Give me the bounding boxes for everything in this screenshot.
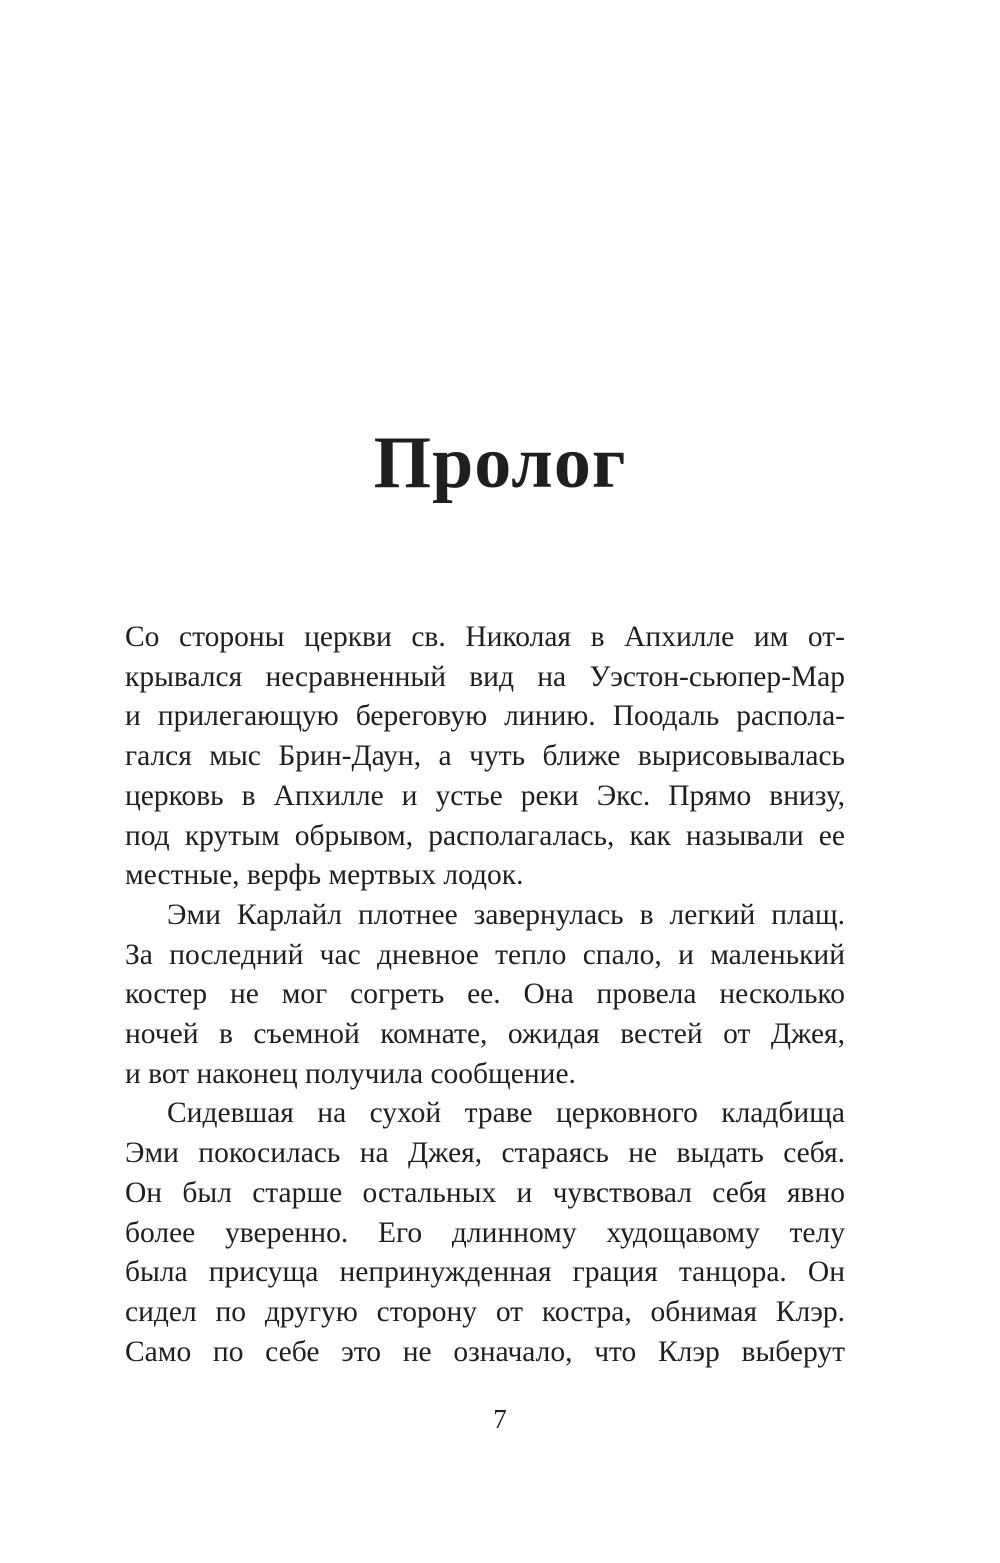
text-line: Со стороны церкви св. Николая в Апхилле им от- (125, 621, 845, 653)
text-line: Он был старше остальных и чувствовал себя явно (125, 1176, 845, 1209)
text-line: крывался несравненный вид на Уэстон-сьюпер-Мар (125, 660, 845, 693)
text-line: гался мыс Брин-Даун, а чуть ближе вырисовывалась (125, 740, 845, 773)
text-line: и вот наконец получила сообщение. (125, 1057, 576, 1090)
chapter-title: Пролог (373, 422, 627, 504)
text-line: костер не мог согреть ее. Она провела несколько (125, 978, 845, 1011)
text-line: местные, верфь мертвых лодок. (125, 859, 524, 892)
body-text (125, 618, 845, 1372)
text-line: и прилегающую береговую линию. Поодаль распола- (125, 700, 845, 733)
page-number: 7 (493, 1404, 507, 1434)
text-line: была присуща непринужденная грация танцора. Он (125, 1256, 845, 1289)
text-line: Эми Карлайл плотнее завернулась в легкий плащ. (167, 898, 845, 931)
text-line: церковь в Апхилле и устье реки Экс. Прямо внизу, (125, 779, 845, 812)
paragraph-3 (125, 1094, 845, 1372)
paragraph-1 (125, 618, 845, 896)
text-line: Эми покосилась на Джея, стараясь не выдать себя. (125, 1137, 845, 1170)
text-line: ночей в съемной комнате, ожидая вестей от Джея, (125, 1018, 845, 1051)
text-line: более уверенно. Его длинному худощавому телу (125, 1216, 845, 1249)
text-line: Само по себе это не означало, что Клэр выберут (125, 1335, 845, 1368)
text-line: Сидевшая на сухой траве церковного кладбища (167, 1097, 845, 1130)
text-line: сидел по другую сторону от костра, обнимая Клэр. (125, 1295, 845, 1328)
paragraph-2 (125, 896, 845, 1095)
text-line: под крутым обрывом, располагалась, как называли ее (125, 819, 845, 852)
text-line: За последний час дневное тепло спало, и маленький (125, 938, 845, 971)
